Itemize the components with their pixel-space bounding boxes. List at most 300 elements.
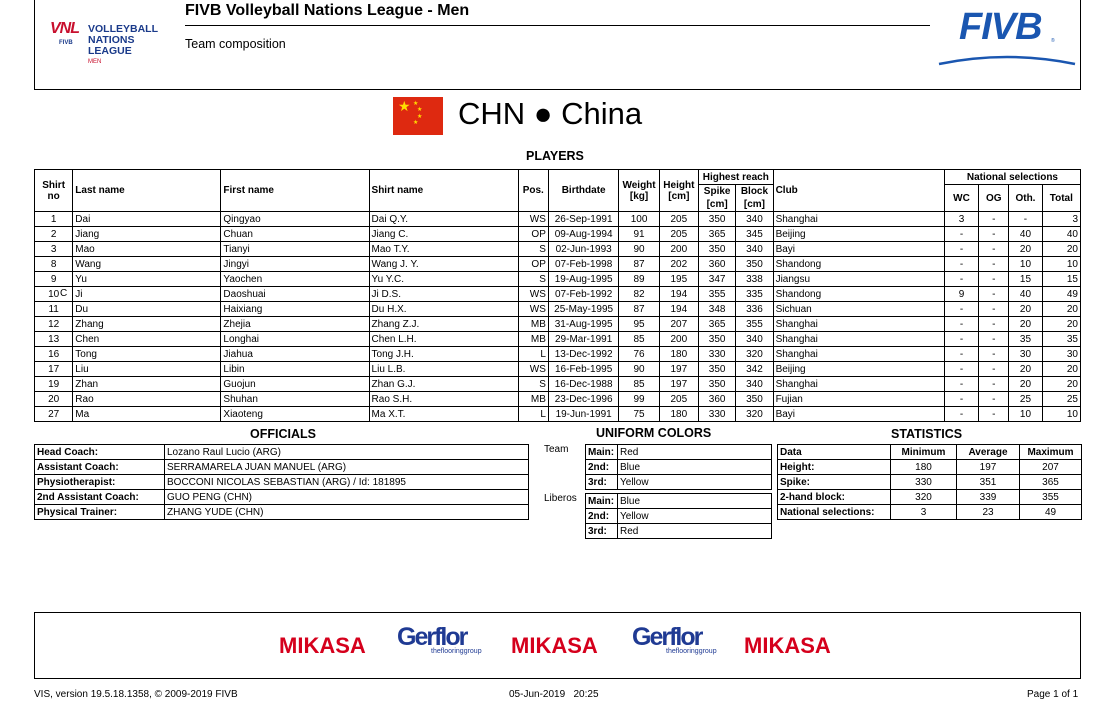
official-name: Lozano Raul Lucio (ARG)	[165, 445, 529, 460]
oth-cell: 20	[1009, 242, 1042, 257]
uniform-kind: Main:	[586, 445, 618, 460]
oth-cell: 20	[1009, 377, 1042, 392]
shirt-name-cell: Mao T.Y.	[369, 242, 518, 257]
spike-cell: 365	[699, 227, 736, 242]
position-cell: WS	[518, 302, 548, 317]
og-cell: -	[979, 302, 1009, 317]
wc-cell: -	[944, 377, 978, 392]
stat-row	[778, 490, 1082, 505]
col-weight: Weight [kg]	[619, 170, 659, 212]
last-name-cell: Liu	[73, 362, 221, 377]
first-name-cell: Jingyi	[221, 257, 369, 272]
uniform-title: UNIFORM COLORS	[596, 426, 712, 440]
block-cell: 355	[736, 317, 773, 332]
player-row	[35, 302, 1081, 317]
uniform-kind: 2nd:	[586, 509, 618, 524]
stat-header: Minimum	[891, 445, 957, 460]
col-shirt-no: Shirt no	[35, 170, 73, 212]
height-cell: 180	[659, 407, 698, 422]
shirt-name-cell: Zhan G.J.	[369, 377, 518, 392]
club-cell: Sichuan	[773, 302, 944, 317]
first-name-cell: Chuan	[221, 227, 369, 242]
first-name-cell: Longhai	[221, 332, 369, 347]
uniform-color: Yellow	[618, 475, 772, 490]
birthdate-cell: 29-Mar-1991	[548, 332, 619, 347]
first-name-cell: Daoshuai	[221, 287, 369, 302]
vnl-line1: VOLLEYBALL	[88, 23, 158, 35]
oth-cell: 20	[1009, 317, 1042, 332]
official-role: Head Coach:	[35, 445, 165, 460]
weight-cell: 76	[619, 347, 659, 362]
footer-page: Page 1 of 1	[1027, 689, 1079, 700]
col-oth: Oth.	[1009, 185, 1042, 212]
height-cell: 180	[659, 347, 698, 362]
total-cell: 20	[1042, 377, 1080, 392]
height-cell: 200	[659, 242, 698, 257]
mikasa-logo: MIKASA	[744, 633, 831, 658]
uniform-liberos-table	[585, 493, 772, 539]
birthdate-cell: 07-Feb-1998	[548, 257, 619, 272]
gerflor-wordmark: Gerflor	[397, 623, 467, 651]
official-row	[35, 490, 529, 505]
position-cell: WS	[518, 362, 548, 377]
wc-cell: 3	[944, 212, 978, 227]
shirt-name-cell: Rao S.H.	[369, 392, 518, 407]
height-cell: 194	[659, 302, 698, 317]
player-row	[35, 227, 1081, 242]
official-role: Physical Trainer:	[35, 505, 165, 520]
col-og: OG	[979, 185, 1009, 212]
wc-cell: -	[944, 272, 978, 287]
uniform-liberos-label: Liberos	[544, 493, 577, 504]
first-name-cell: Yaochen	[221, 272, 369, 287]
last-name-cell: Mao	[73, 242, 221, 257]
col-birthdate: Birthdate	[548, 170, 619, 212]
stat-avg: 197	[957, 460, 1020, 475]
shirt-no-cell	[35, 347, 73, 362]
stat-label: Height:	[778, 460, 891, 475]
block-cell: 350	[736, 257, 773, 272]
first-name-cell: Jiahua	[221, 347, 369, 362]
statistics-title: STATISTICS	[891, 427, 963, 441]
club-cell: Jiangsu	[773, 272, 944, 287]
player-row	[35, 362, 1081, 377]
stat-avg: 351	[957, 475, 1020, 490]
club-cell: Shanghai	[773, 347, 944, 362]
shirt-name-cell: Yu Y.C.	[369, 272, 518, 287]
shirt-name-cell: Zhang Z.J.	[369, 317, 518, 332]
og-cell: -	[979, 317, 1009, 332]
first-name-cell: Libin	[221, 362, 369, 377]
height-cell: 197	[659, 362, 698, 377]
block-cell: 345	[736, 227, 773, 242]
vnl-fivb-label: FIVB	[59, 40, 73, 46]
col-shirt-name: Shirt name	[369, 170, 518, 212]
stat-row	[778, 505, 1082, 520]
oth-cell: 25	[1009, 392, 1042, 407]
uniform-kind: Main:	[586, 494, 618, 509]
shirt-no-cell	[35, 212, 73, 227]
official-name: ZHANG YUDE (CHN)	[165, 505, 529, 520]
club-cell: Bayi	[773, 407, 944, 422]
stat-label: Spike:	[778, 475, 891, 490]
stat-max: 355	[1020, 490, 1082, 505]
wc-cell: -	[944, 347, 978, 362]
shirt-no: 1	[50, 213, 57, 225]
stat-label: 2-hand block:	[778, 490, 891, 505]
total-cell: 30	[1042, 347, 1080, 362]
position-cell: S	[518, 272, 548, 287]
wc-cell: -	[944, 317, 978, 332]
height-cell: 197	[659, 377, 698, 392]
player-row	[35, 212, 1081, 227]
oth-cell: 40	[1009, 227, 1042, 242]
og-cell: -	[979, 347, 1009, 362]
shirt-no-cell	[35, 362, 73, 377]
col-pos: Pos.	[518, 170, 548, 212]
position-cell: MB	[518, 332, 548, 347]
spike-cell: 330	[699, 407, 736, 422]
wc-cell: 9	[944, 287, 978, 302]
spike-cell: 360	[699, 257, 736, 272]
player-row	[35, 317, 1081, 332]
position-cell: OP	[518, 227, 548, 242]
stat-min: 3	[891, 505, 957, 520]
wc-cell: -	[944, 362, 978, 377]
player-row	[35, 377, 1081, 392]
spike-cell: 360	[699, 392, 736, 407]
shirt-no: 19	[48, 378, 60, 390]
shirt-no: 16	[48, 348, 60, 360]
spike-cell: 350	[699, 377, 736, 392]
block-cell: 338	[736, 272, 773, 287]
weight-cell: 89	[619, 272, 659, 287]
fivb-swoosh-icon	[937, 50, 1077, 66]
official-row	[35, 460, 529, 475]
footer-date: 05-Jun-2019 20:25	[509, 689, 599, 700]
block-cell: 340	[736, 377, 773, 392]
weight-cell: 82	[619, 287, 659, 302]
col-highest-reach: Highest reach	[699, 170, 774, 185]
shirt-name-cell: Ma X.T.	[369, 407, 518, 422]
gerflor-tagline: theflooringgroup	[431, 648, 482, 655]
uniform-kind: 2nd:	[586, 460, 618, 475]
og-cell: -	[979, 257, 1009, 272]
oth-cell: 20	[1009, 302, 1042, 317]
block-cell: 320	[736, 347, 773, 362]
shirt-name-cell: Dai Q.Y.	[369, 212, 518, 227]
birthdate-cell: 02-Jun-1993	[548, 242, 619, 257]
position-cell: WS	[518, 287, 548, 302]
total-cell: 20	[1042, 302, 1080, 317]
first-name-cell: Xiaoteng	[221, 407, 369, 422]
china-flag-icon: ★ ★ ★ ★ ★	[393, 97, 443, 135]
gerflor-logo	[397, 623, 482, 655]
gerflor-logo	[632, 623, 717, 655]
weight-cell: 95	[619, 317, 659, 332]
official-name: GUO PENG (CHN)	[165, 490, 529, 505]
shirt-name-cell: Tong J.H.	[369, 347, 518, 362]
last-name-cell: Zhan	[73, 377, 221, 392]
mikasa-logo: MIKASA	[279, 633, 366, 658]
birthdate-cell: 19-Aug-1995	[548, 272, 619, 287]
player-row	[35, 407, 1081, 422]
last-name-cell: Rao	[73, 392, 221, 407]
height-cell: 205	[659, 212, 698, 227]
uniform-row	[586, 460, 772, 475]
shirt-no: 20	[48, 393, 60, 405]
sponsor-box	[34, 612, 1081, 679]
col-total: Total	[1042, 185, 1080, 212]
footer-version: VIS, version 19.5.18.1358, © 2009-2019 FIVB	[34, 689, 238, 700]
block-cell: 320	[736, 407, 773, 422]
last-name-cell: Tong	[73, 347, 221, 362]
official-role: Physiotherapist:	[35, 475, 165, 490]
total-cell: 10	[1042, 407, 1080, 422]
team-title: CHN ● China	[458, 96, 643, 131]
shirt-no: 3	[50, 243, 57, 255]
height-cell: 202	[659, 257, 698, 272]
oth-cell: 40	[1009, 287, 1042, 302]
total-cell: 25	[1042, 392, 1080, 407]
uniform-color: Yellow	[618, 509, 772, 524]
gerflor-wordmark: Gerflor	[632, 623, 702, 651]
shirt-no-cell	[35, 302, 73, 317]
last-name-cell: Ji	[73, 287, 221, 302]
document-subtitle: Team composition	[185, 37, 286, 51]
fivb-wordmark: FIVB	[959, 6, 1042, 48]
col-spike: Spike [cm]	[699, 185, 736, 212]
stat-header: Average	[957, 445, 1020, 460]
spike-cell: 350	[699, 242, 736, 257]
weight-cell: 90	[619, 242, 659, 257]
birthdate-cell: 16-Feb-1995	[548, 362, 619, 377]
spike-cell: 365	[699, 317, 736, 332]
vnl-mark: VNL	[50, 20, 79, 37]
official-name: BOCCONI NICOLAS SEBASTIAN (ARG) / Id: 181895	[165, 475, 529, 490]
shirt-name-cell: Wang J. Y.	[369, 257, 518, 272]
birthdate-cell: 23-Dec-1996	[548, 392, 619, 407]
og-cell: -	[979, 227, 1009, 242]
stat-header: Data	[778, 445, 891, 460]
og-cell: -	[979, 377, 1009, 392]
oth-cell: 10	[1009, 257, 1042, 272]
shirt-name-cell: Jiang C.	[369, 227, 518, 242]
weight-cell: 99	[619, 392, 659, 407]
spike-cell: 347	[699, 272, 736, 287]
total-cell: 10	[1042, 257, 1080, 272]
vnl-wordmark	[88, 24, 175, 68]
spike-cell: 348	[699, 302, 736, 317]
position-cell: WS	[518, 212, 548, 227]
mikasa-logo: MIKASA	[511, 633, 598, 658]
player-row	[35, 257, 1081, 272]
shirt-no-cell	[35, 407, 73, 422]
oth-cell: 30	[1009, 347, 1042, 362]
player-row	[35, 347, 1081, 362]
oth-cell: -	[1009, 212, 1042, 227]
spike-cell: 350	[699, 332, 736, 347]
stat-row	[778, 460, 1082, 475]
player-row	[35, 392, 1081, 407]
weight-cell: 90	[619, 362, 659, 377]
birthdate-cell: 19-Jun-1991	[548, 407, 619, 422]
oth-cell: 35	[1009, 332, 1042, 347]
official-role: Assistant Coach:	[35, 460, 165, 475]
last-name-cell: Du	[73, 302, 221, 317]
stat-avg: 339	[957, 490, 1020, 505]
vnl-line3: MEN	[88, 59, 102, 65]
height-cell: 207	[659, 317, 698, 332]
shirt-no-cell	[35, 377, 73, 392]
club-cell: Beijing	[773, 362, 944, 377]
shirt-no-cell	[35, 227, 73, 242]
weight-cell: 87	[619, 302, 659, 317]
spike-cell: 350	[699, 362, 736, 377]
player-row	[35, 332, 1081, 347]
spike-cell: 355	[699, 287, 736, 302]
position-cell: MB	[518, 317, 548, 332]
og-cell: -	[979, 287, 1009, 302]
spike-cell: 330	[699, 347, 736, 362]
position-cell: S	[518, 242, 548, 257]
og-cell: -	[979, 362, 1009, 377]
block-cell: 350	[736, 392, 773, 407]
statistics-table	[777, 444, 1082, 520]
last-name-cell: Ma	[73, 407, 221, 422]
og-cell: -	[979, 392, 1009, 407]
position-cell: S	[518, 377, 548, 392]
block-cell: 340	[736, 212, 773, 227]
position-cell: L	[518, 347, 548, 362]
block-cell: 340	[736, 332, 773, 347]
club-cell: Shanghai	[773, 212, 944, 227]
wc-cell: -	[944, 257, 978, 272]
document-title: FIVB Volleyball Nations League - Men	[185, 2, 470, 19]
weight-cell: 85	[619, 332, 659, 347]
uniform-color: Blue	[618, 494, 772, 509]
position-cell: OP	[518, 257, 548, 272]
officials-table	[34, 444, 529, 520]
col-club: Club	[773, 170, 944, 212]
og-cell: -	[979, 272, 1009, 287]
club-cell: Shandong	[773, 287, 944, 302]
weight-cell: 75	[619, 407, 659, 422]
birthdate-cell: 09-Aug-1994	[548, 227, 619, 242]
wc-cell: -	[944, 242, 978, 257]
shirt-name-cell: Liu L.B.	[369, 362, 518, 377]
shirt-no: 17	[48, 363, 60, 375]
total-cell: 40	[1042, 227, 1080, 242]
shirt-no-cell	[35, 242, 73, 257]
shirt-no-cell	[35, 272, 73, 287]
col-first-name: First name	[221, 170, 369, 212]
gerflor-tagline: theflooringgroup	[666, 648, 717, 655]
wc-cell: -	[944, 302, 978, 317]
birthdate-cell: 26-Sep-1991	[548, 212, 619, 227]
shirt-no: 2	[50, 228, 57, 240]
stat-max: 365	[1020, 475, 1082, 490]
wc-cell: -	[944, 227, 978, 242]
uniform-team-label: Team	[544, 444, 569, 455]
shirt-no-cell	[35, 332, 73, 347]
position-cell: L	[518, 407, 548, 422]
shirt-no: 27	[48, 408, 60, 420]
og-cell: -	[979, 332, 1009, 347]
stat-min: 180	[891, 460, 957, 475]
last-name-cell: Chen	[73, 332, 221, 347]
weight-cell: 85	[619, 377, 659, 392]
birthdate-cell: 13-Dec-1992	[548, 347, 619, 362]
wc-cell: -	[944, 407, 978, 422]
shirt-name-cell: Du H.X.	[369, 302, 518, 317]
height-cell: 205	[659, 392, 698, 407]
col-height: Height [cm]	[659, 170, 698, 212]
total-cell: 20	[1042, 317, 1080, 332]
total-cell: 20	[1042, 362, 1080, 377]
club-cell: Shanghai	[773, 377, 944, 392]
height-cell: 194	[659, 287, 698, 302]
uniform-row	[586, 475, 772, 490]
official-row	[35, 505, 529, 520]
weight-cell: 91	[619, 227, 659, 242]
last-name-cell: Wang	[73, 257, 221, 272]
oth-cell: 10	[1009, 407, 1042, 422]
first-name-cell: Zhejia	[221, 317, 369, 332]
uniform-kind: 3rd:	[586, 524, 618, 539]
shirt-no: 10	[48, 288, 60, 300]
block-cell: 342	[736, 362, 773, 377]
height-cell: 200	[659, 332, 698, 347]
shirt-no: 11	[48, 303, 59, 315]
first-name-cell: Guojun	[221, 377, 369, 392]
shirt-name-cell: Ji D.S.	[369, 287, 518, 302]
official-row	[35, 445, 529, 460]
birthdate-cell: 25-May-1995	[548, 302, 619, 317]
block-cell: 336	[736, 302, 773, 317]
vnl-logo	[50, 20, 175, 65]
position-cell: MB	[518, 392, 548, 407]
club-cell: Bayi	[773, 242, 944, 257]
shirt-no-cell	[35, 257, 73, 272]
first-name-cell: Tianyi	[221, 242, 369, 257]
club-cell: Shanghai	[773, 332, 944, 347]
last-name-cell: Yu	[73, 272, 221, 287]
uniform-row	[586, 509, 772, 524]
height-cell: 205	[659, 227, 698, 242]
stat-min: 320	[891, 490, 957, 505]
total-cell: 20	[1042, 242, 1080, 257]
fivb-logo	[955, 6, 1075, 64]
shirt-no: 12	[48, 318, 60, 330]
stat-label: National selections:	[778, 505, 891, 520]
block-cell: 335	[736, 287, 773, 302]
official-name: SERRAMARELA JUAN MANUEL (ARG)	[165, 460, 529, 475]
stat-row	[778, 475, 1082, 490]
og-cell: -	[979, 212, 1009, 227]
oth-cell: 20	[1009, 362, 1042, 377]
club-cell: Shandong	[773, 257, 944, 272]
col-last-name: Last name	[73, 170, 221, 212]
club-cell: Shanghai	[773, 317, 944, 332]
uniform-color: Red	[618, 524, 772, 539]
uniform-row	[586, 524, 772, 539]
club-cell: Fujian	[773, 392, 944, 407]
stat-avg: 23	[957, 505, 1020, 520]
total-cell: 35	[1042, 332, 1080, 347]
stat-header: Maximum	[1020, 445, 1082, 460]
shirt-name-cell: Chen L.H.	[369, 332, 518, 347]
